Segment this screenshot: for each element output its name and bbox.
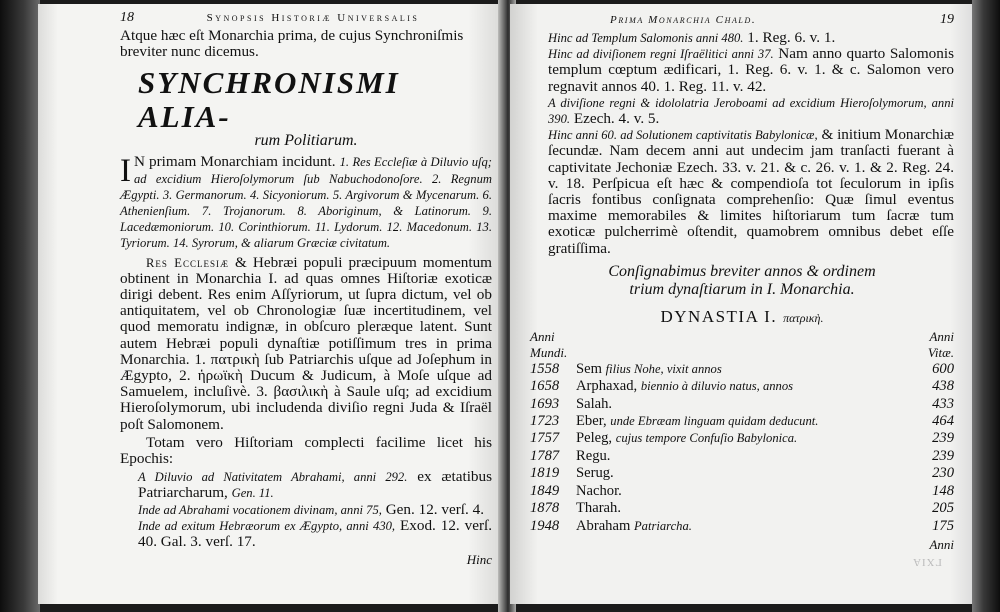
row-year: 1723 [530,413,560,430]
row-name: Sem [576,360,602,377]
row-name: Abraham [576,517,631,534]
left-cover-edge [0,0,40,612]
paragraph-2 [120,255,492,433]
row-name: Salah. [576,395,613,412]
epoch-7 [530,127,954,257]
consignabimus-line-2: trium dynaſtiarum in I. Monarchia. [629,280,855,298]
table-row [530,413,954,430]
row-name-cell [576,430,904,447]
epoch-5 [530,46,954,95]
dynastia-title-text: DYNASTIA I. [660,306,778,326]
epoch-4-roman: 1. Reg. 6. v. 1. [747,29,836,46]
drop-cap: I [120,153,131,190]
epoch-7-italic: Hinc anni 60. ad Solutionem captivitatis Babylonicæ, [548,128,818,143]
row-year: 1658 [530,378,560,395]
row-vita: 148 [932,482,954,499]
epoch-2-roman: Gen. 12. verſ. 4. [385,500,484,518]
row-year: 1558 [530,360,560,377]
row-vita: 438 [932,378,954,395]
row-name-cell [576,396,904,413]
paragraph-1-lead: N primam Monarchiam incidunt. [134,153,336,171]
row-note: filius Nohe, vixit annos [605,361,722,376]
epoch-6-roman: Ezech. 4. v. 5. [573,110,660,128]
epoch-1 [120,469,492,501]
row-vita: 230 [932,465,954,482]
left-page-text-block [120,10,492,568]
table-row [530,361,954,378]
row-name-cell [576,448,904,465]
row-name: Nachor. [576,482,622,499]
opening-line-2: breviter nunc dicemus. [120,43,259,61]
row-year: 1787 [530,447,560,464]
row-year: 1819 [530,465,560,482]
row-year: 1948 [530,517,560,534]
right-page-number: 19 [940,12,954,27]
row-note: Patriarcha. [633,518,692,533]
bleed-through-mark: ΓΧΙΑ [912,556,942,568]
row-name-cell [576,483,904,500]
epoch-1-italic: A Diluvio ad Nativitatem Abrahami, anni 292. [138,470,408,485]
consignabimus-heading [530,263,954,299]
paragraph-1 [120,154,492,251]
paragraph-1-list: 1. Res Eccleſiæ à Diluvio uſq; ad excidium Hieroſolymorum ſub Nabuchodonoſore. 2. Regnum Ægypti. 3. Germanorum. 4. Sicyoniorum. 5. Argivorum & Mycenarum. 6. Athenienſium. 7. Trojanorum. 8. Aboriginum, & Latinorum. 9. Lacedæmoniorum. 10. Corinthiorum. 11. Lydorum. 12. Macedonum. 13. Tyriorum. 14. Syrorum, & aliarum Græciæ civitatum. [120,155,492,251]
col-anni-mundi: Anni Mundi. [530,328,568,360]
row-note: unde Ebræam linguam quidam deducunt. [610,414,819,429]
epoch-1-roman: ex ætatibus [417,468,493,486]
row-year: 1878 [530,500,560,517]
epoch-4-italic: Hinc ad Templum Salomonis anni 480. [548,31,744,45]
table-row [530,430,954,447]
dynastia-header-row [530,329,954,361]
row-name-cell [576,500,904,517]
table-row [530,465,954,482]
epoch-1-italic2: Patriarcharum, [138,484,228,502]
right-catchword: Anni [929,536,954,552]
row-vita: 175 [932,517,954,534]
consignabimus-line-1: Conſignabimus breviter annos & ordinem [608,262,876,280]
opening-line-1: Atque hæc eſt Monarchia prima, de cujus Synchroniſmis [120,27,464,44]
left-running-head [120,10,492,26]
section-title: SYNCHRONISMI ALIA- [138,65,400,135]
dynastia-table [530,329,954,535]
row-name: Eber, [576,413,607,430]
section-subtitle: rum Politiarum. [254,132,358,150]
right-running-head-title: Prima Monarchia Chald. [610,14,757,26]
row-name-cell [576,361,904,378]
row-name: Serug. [576,465,614,482]
epoch-6 [530,95,954,127]
left-page-number: 18 [120,10,134,25]
table-row [530,396,954,413]
row-name-cell [576,518,904,535]
right-page [510,4,972,604]
row-vita: 433 [932,395,954,412]
paragraph-2-lead: Res Ecclesiæ [146,255,229,270]
table-row [530,448,954,465]
row-vita: 239 [932,447,954,464]
paragraph-2-body: & Hebræi populi præcipuum momentum obtinent in Monarchia I. ad quas omnes Hiſtoriæ exoticæ dirigi debent. Res enim Aſſyriorum, ut ſupra dictum, vel ob antiquitatem, vel ob Chronologiæ ſuæ incertitudinem, vel quod memoratu indignæ, in obſcuro pleræque latent. Sunt autem Hebræi populi dynaſtiæ potiſſimum tres in prima Monarchia. 1. πατρικὴ ſub Patriarchis uſque ad Joſephum in Ægypto, 2. ἡρωϊκὴ Ducum & Judicum, à Moſe uſque ad Samuelem, incluſivè. 3. βασιλικὴ à Saule uſq; ad excidium Hieroſolymorum, ubi includenda diviſio regni Juda & Iſraël poſt Salomonem. [120,253,492,433]
left-catchword: Hinc [466,552,492,568]
row-name: Peleg, [576,430,613,447]
table-row [530,483,954,500]
paragraph-3: Totam vero Hiſtoriam complecti facilime licet his Epochis: [120,433,492,468]
row-vita: 239 [932,430,954,447]
row-vita: 205 [932,500,954,517]
row-year: 1757 [530,430,560,447]
left-page [38,4,504,604]
row-year: 1693 [530,395,560,412]
epoch-6-italic: A diviſione regni & idololatria Jeroboami ad excidium Hieroſolymorum, anni 390. [548,95,954,127]
epoch-2-italic: Inde ad Abrahami vocationem divinam, anni 75, [138,502,382,517]
right-cover-edge [972,0,1000,612]
table-row [530,378,954,395]
right-page-text-block [530,12,954,553]
epoch-3 [120,518,492,550]
row-vita: 464 [932,413,954,430]
table-row [530,518,954,535]
row-name: Regu. [576,447,611,464]
epoch-7-roman: & initium Monarchiæ ſecundæ. Nam decem anni aut undecim jam tranſacti fuerant à captivitate Jechoniæ Ezech. 33. v. 21. & c. 26. v. 1. & 2. Reg. 24. v. 18. Perſpicua eſt hæc & compendioſa tot ſeculorum in ipſis ſacris fontibus conſignata comprehenſio: Quæ ſimul eventus maxime memorabiles & limites hiſtoriarum tum ſacræ tum exoticæ pulcherrimè oſtendit, quamobrem omnibus debet eſſe gratiſſima. [548,126,954,257]
row-name: Arphaxad, [576,378,638,395]
row-name: Tharah. [576,500,621,517]
row-name-cell [576,413,904,430]
row-name-cell [576,378,904,395]
epoch-3-italic: Inde ad exitum Hebræorum ex Ægypto, anni 430, [138,518,396,533]
epoch-1-ref: Gen. 11. [231,486,274,501]
dynastia-greek: πατρικὴ. [783,310,824,325]
epoch-4 [530,30,954,46]
row-note: biennio à diluvio natus, annos [640,379,794,394]
epoch-3-roman: Exod. 12. verſ. 40. Gal. 3. verſ. 17. [138,516,493,551]
dynastia-title [530,307,954,327]
epoch-2 [120,502,492,518]
row-note: cujus tempore Confuſio Babylonica. [615,431,798,446]
table-row [530,500,954,517]
row-vita: 600 [932,360,954,377]
epoch-5-italic: Hinc ad diviſionem regni Iſraëlitici anni 37. [548,47,774,62]
right-running-head [530,12,954,28]
row-year: 1849 [530,482,560,499]
left-running-head-title: Synopsis Historiæ Universalis [206,12,420,24]
row-name-cell [576,465,904,482]
col-anni-vitae: Anni Vitæ. [927,328,954,360]
epoch-5-roman: Nam anno quarto Salomonis templum cœptum ædificari, 1. Reg. 6. v. 1. & c. Salomon vero regnavit annos 40. 1. Reg. 11. v. 42. [548,45,954,95]
